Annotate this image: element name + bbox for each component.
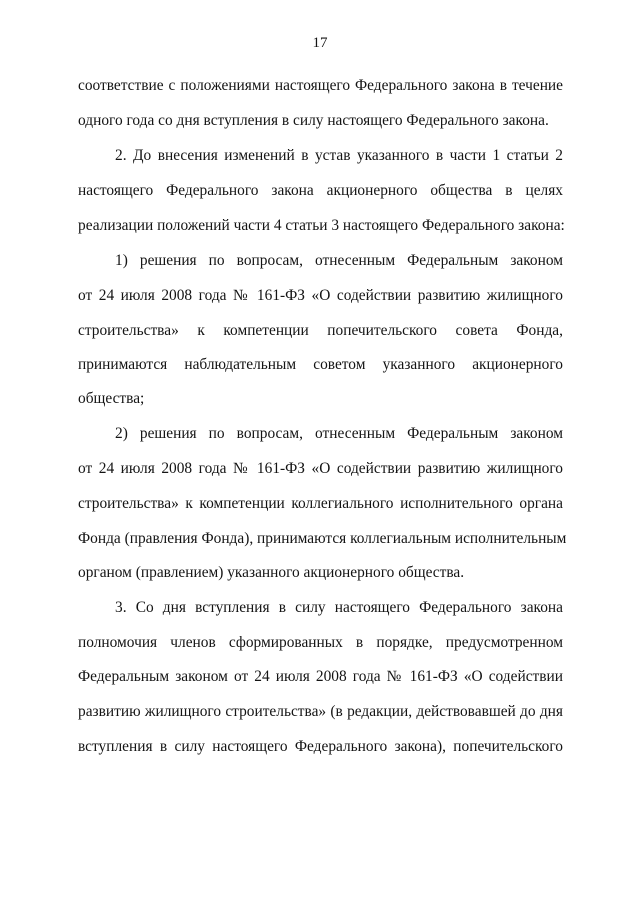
text-line: общества; [78, 390, 145, 407]
text-line: соответствие с положениями настоящего Федерального закона в течение [78, 77, 563, 94]
text-line: 3. Со дня вступления в силу настоящего Федерального закона [115, 599, 563, 616]
text-line: от 24 июля 2008 года № 161-ФЗ «О содействии развитию жилищного [78, 287, 563, 304]
text-line: развитию жилищного строительства» (в редакции, действовавшей до дня [78, 703, 563, 720]
text-line: настоящего Федерального закона акционерного общества в целях [78, 182, 563, 199]
text-line: органом (правлением) указанного акционерного общества. [78, 564, 465, 581]
text-line: реализации положений части 4 статьи 3 настоящего Федерального закона: [78, 217, 565, 234]
text-line: полномочия членов сформированных в порядке, предусмотренном [78, 634, 563, 651]
text-line: от 24 июля 2008 года № 161-ФЗ «О содействии развитию жилищного [78, 460, 563, 477]
page-number: 17 [312, 35, 328, 51]
text-line: Фонда (правления Фонда), принимаются коллегиальным исполнительным [78, 530, 567, 547]
text-line: строительства» к компетенции попечительского совета Фонда, [78, 322, 563, 339]
text-line: Федеральным законом от 24 июля 2008 года № 161-ФЗ «О содействии [78, 668, 563, 685]
text-line: 2. До внесения изменений в устав указанного в части 1 статьи 2 [115, 147, 563, 164]
text-line: одного года со дня вступления в силу настоящего Федерального закона. [78, 112, 549, 129]
text-line: строительства» к компетенции коллегиального исполнительного органа [78, 495, 563, 512]
text-line: 2) решения по вопросам, отнесенным Федеральным законом [115, 425, 563, 442]
text-line: принимаются наблюдательным советом указанного акционерного [78, 356, 563, 373]
text-line: вступления в силу настоящего Федерального закона), попечительского [78, 738, 563, 755]
text-line: 1) решения по вопросам, отнесенным Федеральным законом [115, 252, 563, 269]
